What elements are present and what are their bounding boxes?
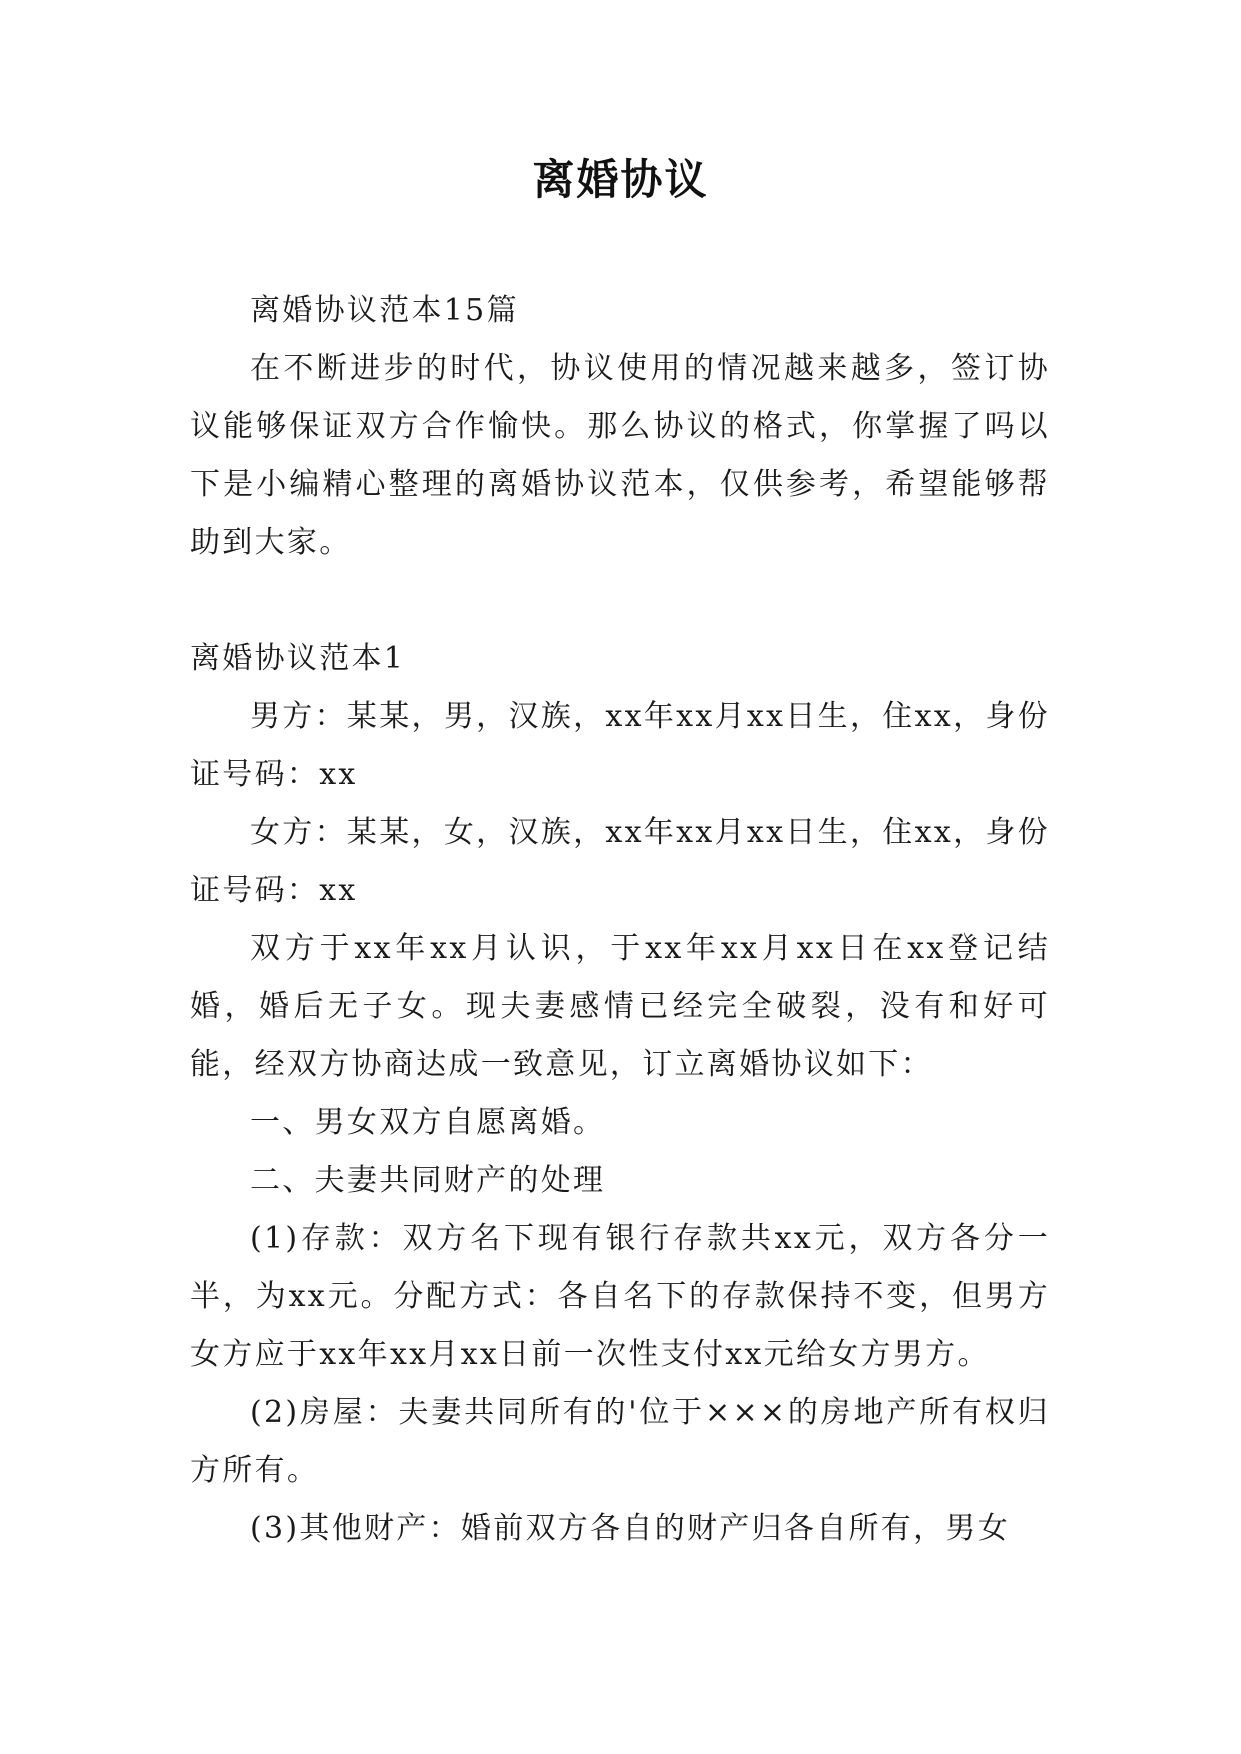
paragraph-background: 双方于xx年xx月认识，于xx年xx月xx日在xx登记结婚，婚后无子女。现夫妻感情已经完全破裂，没有和好可能，经双方协商达成一致意见，订立离婚协议如下：	[190, 931, 1050, 1082]
section-heading: 离婚协议范本1	[190, 641, 406, 676]
paragraph-party-male: 男方：某某，男，汉族，xx年xx月xx日生，住xx，身份证号码：xx	[190, 699, 1050, 792]
paragraph-deposits: (1)存款：双方名下现有银行存款共xx元，双方各分一半，为xx元。分配方式：各自名下的存款保持不变，但男方女方应于xx年xx月xx日前一次性支付xx元给女方男方。	[190, 1221, 1050, 1372]
paragraph-clause-1: 一、男女双方自愿离婚。	[250, 1105, 606, 1140]
document-body	[190, 282, 1050, 1558]
paragraph-party-female: 女方：某某，女，汉族，xx年xx月xx日生，住xx，身份证号码：xx	[190, 815, 1050, 908]
paragraph-other-property: (3)其他财产：婚前双方各自的财产归各自所有，男女	[250, 1511, 1010, 1546]
paragraph-subtitle: 离婚协议范本15篇	[250, 293, 519, 328]
document-title: 离婚协议	[532, 155, 709, 204]
paragraph-clause-2: 二、夫妻共同财产的处理	[250, 1163, 606, 1198]
paragraph-intro: 在不断进步的时代，协议使用的情况越来越多，签订协议能够保证双方合作愉快。那么协议的格式，你掌握了吗以下是小编精心整理的离婚协议范本，仅供参考，希望能够帮助到大家。	[190, 351, 1050, 560]
section-spacer	[190, 572, 1050, 630]
paragraph-house: (2)房屋：夫妻共同所有的'位于×××的房地产所有权归方所有。	[190, 1395, 1050, 1488]
